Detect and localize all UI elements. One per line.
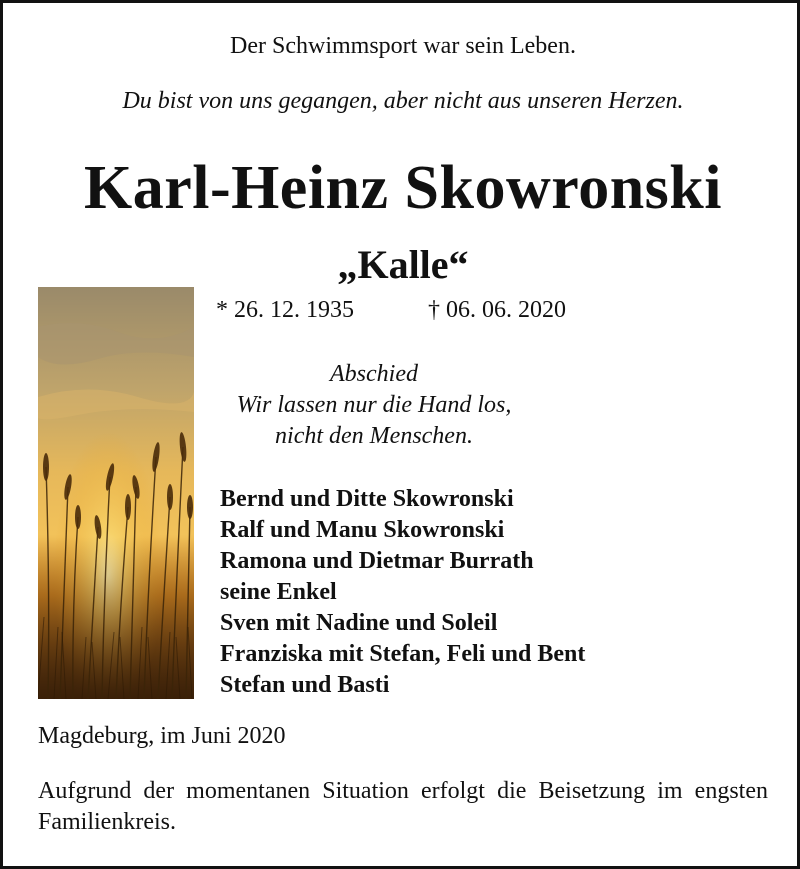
funeral-notice: Aufgrund der momentanen Situation erfolgt die Beisetzung im engsten Familienkreis. — [38, 778, 768, 835]
deceased-name: Karl-Heinz Skowronski — [83, 154, 723, 222]
mourner-entry: seine Enkel — [220, 579, 337, 605]
mourner-entry: Stefan und Basti — [220, 672, 390, 698]
quote-line: nicht den Menschen. — [275, 423, 473, 449]
mourners-list — [220, 484, 585, 701]
mourner-entry: Ralf und Manu Skowronski — [220, 517, 505, 543]
motto-text: Der Schwimmsport war sein Leben. — [230, 33, 576, 59]
mourner-entry: Ramona und Dietmar Burrath — [220, 548, 534, 574]
mourner-entry: Sven mit Nadine und Soleil — [220, 610, 498, 636]
place-date: Magdeburg, im Juni 2020 — [38, 723, 286, 749]
quote-line: Wir lassen nur die Hand los, — [236, 392, 512, 418]
mourner-entry: Bernd und Ditte Skowronski — [220, 486, 514, 512]
farewell-quote — [209, 359, 539, 452]
subline-text: Du bist von uns gegangen, aber nicht aus unseren Herzen. — [122, 88, 684, 114]
death-date: † 06. 06. 2020 — [428, 297, 566, 323]
sunset-reeds-photo — [38, 287, 194, 699]
deceased-nickname: „Kalle“ — [337, 242, 469, 287]
quote-line: Abschied — [330, 361, 418, 387]
birth-date: * 26. 12. 1935 — [216, 297, 354, 323]
mourner-entry: Franziska mit Stefan, Feli und Bent — [220, 641, 586, 667]
